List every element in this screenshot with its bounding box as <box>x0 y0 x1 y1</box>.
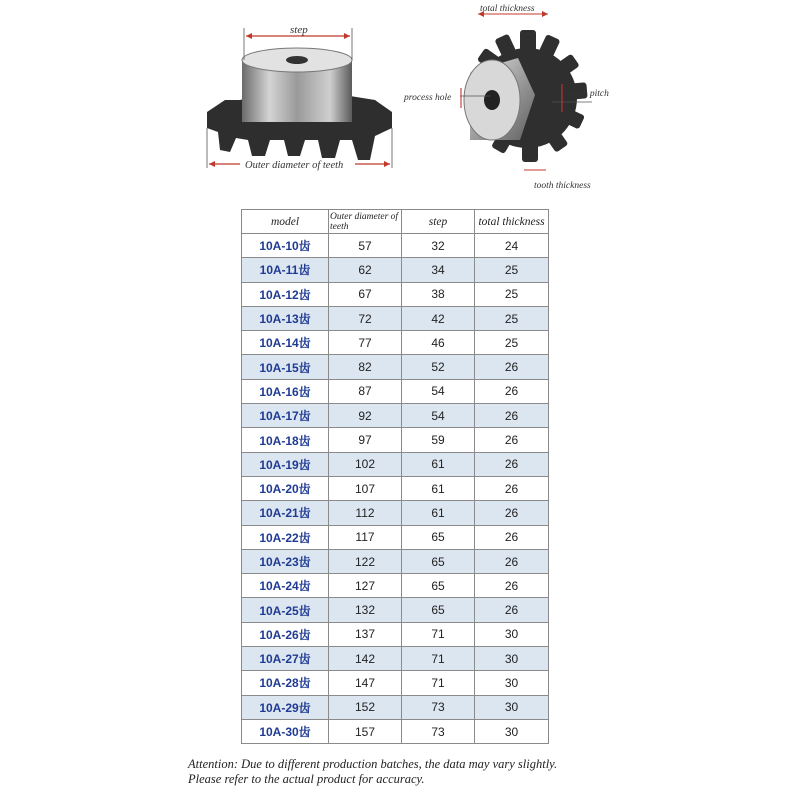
cell-step: 65 <box>402 525 475 549</box>
table-row <box>242 428 549 452</box>
table-row <box>242 355 549 379</box>
cell-outer-diameter: 62 <box>329 258 402 282</box>
cell-model: 10A-24齿 <box>242 574 329 598</box>
cell-outer-diameter: 77 <box>329 331 402 355</box>
cell-model: 10A-10齿 <box>242 234 329 258</box>
cell-total-thickness: 26 <box>475 355 549 379</box>
cell-step: 34 <box>402 258 475 282</box>
cell-total-thickness: 25 <box>475 282 549 306</box>
cell-outer-diameter: 137 <box>329 622 402 646</box>
cell-outer-diameter: 102 <box>329 452 402 476</box>
table-body <box>242 234 549 744</box>
process-hole-top <box>286 56 308 64</box>
cell-total-thickness: 30 <box>475 622 549 646</box>
cell-model: 10A-23齿 <box>242 549 329 573</box>
cell-model: 10A-26齿 <box>242 622 329 646</box>
attention-note <box>188 757 748 787</box>
cell-model: 10A-29齿 <box>242 695 329 719</box>
cell-step: 54 <box>402 404 475 428</box>
cell-model: 10A-21齿 <box>242 501 329 525</box>
process-hole-front <box>484 90 500 110</box>
cell-total-thickness: 26 <box>475 452 549 476</box>
cell-outer-diameter: 117 <box>329 525 402 549</box>
cell-outer-diameter: 122 <box>329 549 402 573</box>
cell-model: 10A-14齿 <box>242 331 329 355</box>
cell-model: 10A-22齿 <box>242 525 329 549</box>
header-step: step <box>402 210 475 234</box>
cell-outer-diameter: 157 <box>329 719 402 743</box>
cell-step: 52 <box>402 355 475 379</box>
cell-step: 65 <box>402 598 475 622</box>
cell-step: 61 <box>402 452 475 476</box>
cell-model: 10A-11齿 <box>242 258 329 282</box>
cell-step: 61 <box>402 501 475 525</box>
cell-model: 10A-15齿 <box>242 355 329 379</box>
cell-step: 71 <box>402 647 475 671</box>
cell-model: 10A-17齿 <box>242 404 329 428</box>
sprocket-side-view <box>207 48 392 160</box>
cell-outer-diameter: 92 <box>329 404 402 428</box>
cell-step: 42 <box>402 306 475 330</box>
cell-step: 71 <box>402 671 475 695</box>
cell-step: 38 <box>402 282 475 306</box>
table-row <box>242 404 549 428</box>
cell-total-thickness: 26 <box>475 525 549 549</box>
cell-total-thickness: 26 <box>475 501 549 525</box>
table-row <box>242 306 549 330</box>
cell-total-thickness: 26 <box>475 476 549 500</box>
cell-outer-diameter: 107 <box>329 476 402 500</box>
cell-total-thickness: 26 <box>475 598 549 622</box>
cell-total-thickness: 25 <box>475 331 549 355</box>
cell-model: 10A-16齿 <box>242 379 329 403</box>
table-row <box>242 671 549 695</box>
cell-model: 10A-12齿 <box>242 282 329 306</box>
table-row <box>242 695 549 719</box>
cell-outer-diameter: 67 <box>329 282 402 306</box>
header-total-thickness: total thickness <box>475 210 549 234</box>
cell-model: 10A-28齿 <box>242 671 329 695</box>
cell-step: 54 <box>402 379 475 403</box>
cell-total-thickness: 30 <box>475 647 549 671</box>
cell-total-thickness: 26 <box>475 404 549 428</box>
table-row <box>242 574 549 598</box>
cell-model: 10A-18齿 <box>242 428 329 452</box>
table-row <box>242 258 549 282</box>
cell-outer-diameter: 147 <box>329 671 402 695</box>
step-label: step <box>290 24 308 36</box>
cell-model: 10A-25齿 <box>242 598 329 622</box>
header-model: model <box>242 210 329 234</box>
note-line-1: Attention: Due to different production batches, the data may vary slightly. <box>188 757 558 771</box>
table-header-row <box>242 210 549 234</box>
cell-step: 32 <box>402 234 475 258</box>
cell-outer-diameter: 142 <box>329 647 402 671</box>
cell-model: 10A-20齿 <box>242 476 329 500</box>
tooth-thickness-label: tooth thickness <box>534 181 591 191</box>
table-row <box>242 476 549 500</box>
table-row <box>242 598 549 622</box>
cell-step: 65 <box>402 574 475 598</box>
cell-total-thickness: 25 <box>475 258 549 282</box>
spec-table <box>241 209 549 744</box>
table-row <box>242 549 549 573</box>
cell-total-thickness: 30 <box>475 671 549 695</box>
cell-step: 59 <box>402 428 475 452</box>
cell-total-thickness: 25 <box>475 306 549 330</box>
note-line-2: Please refer to the actual product for accuracy. <box>188 772 425 786</box>
table-row <box>242 331 549 355</box>
cell-total-thickness: 30 <box>475 695 549 719</box>
cell-total-thickness: 26 <box>475 574 549 598</box>
table-row <box>242 234 549 258</box>
cell-model: 10A-30齿 <box>242 719 329 743</box>
cell-step: 46 <box>402 331 475 355</box>
cell-outer-diameter: 82 <box>329 355 402 379</box>
cell-total-thickness: 30 <box>475 719 549 743</box>
cell-step: 71 <box>402 622 475 646</box>
cell-outer-diameter: 132 <box>329 598 402 622</box>
table-row <box>242 379 549 403</box>
cell-step: 65 <box>402 549 475 573</box>
table-row <box>242 622 549 646</box>
cell-outer-diameter: 152 <box>329 695 402 719</box>
total-thickness-label: total thickness <box>480 4 535 14</box>
process-hole-label: process hole <box>404 93 452 103</box>
table-row <box>242 647 549 671</box>
cell-outer-diameter: 112 <box>329 501 402 525</box>
table-row <box>242 452 549 476</box>
tooth-pitch-label: tooth pitch <box>568 89 609 99</box>
cell-outer-diameter: 87 <box>329 379 402 403</box>
cell-model: 10A-27齿 <box>242 647 329 671</box>
cell-model: 10A-13齿 <box>242 306 329 330</box>
table-row <box>242 282 549 306</box>
cell-outer-diameter: 72 <box>329 306 402 330</box>
cell-outer-diameter: 127 <box>329 574 402 598</box>
table-row <box>242 719 549 743</box>
cell-total-thickness: 26 <box>475 379 549 403</box>
cell-outer-diameter: 97 <box>329 428 402 452</box>
cell-step: 73 <box>402 719 475 743</box>
outer-diameter-label: Outer diameter of teeth <box>245 160 344 171</box>
header-outer-diameter: Outer diameter of teeth <box>329 210 402 234</box>
cell-total-thickness: 26 <box>475 549 549 573</box>
sprocket-figure <box>0 0 800 200</box>
cell-step: 73 <box>402 695 475 719</box>
table-row <box>242 525 549 549</box>
cell-total-thickness: 24 <box>475 234 549 258</box>
cell-total-thickness: 26 <box>475 428 549 452</box>
cell-model: 10A-19齿 <box>242 452 329 476</box>
table-row <box>242 501 549 525</box>
cell-outer-diameter: 57 <box>329 234 402 258</box>
cell-step: 61 <box>402 476 475 500</box>
